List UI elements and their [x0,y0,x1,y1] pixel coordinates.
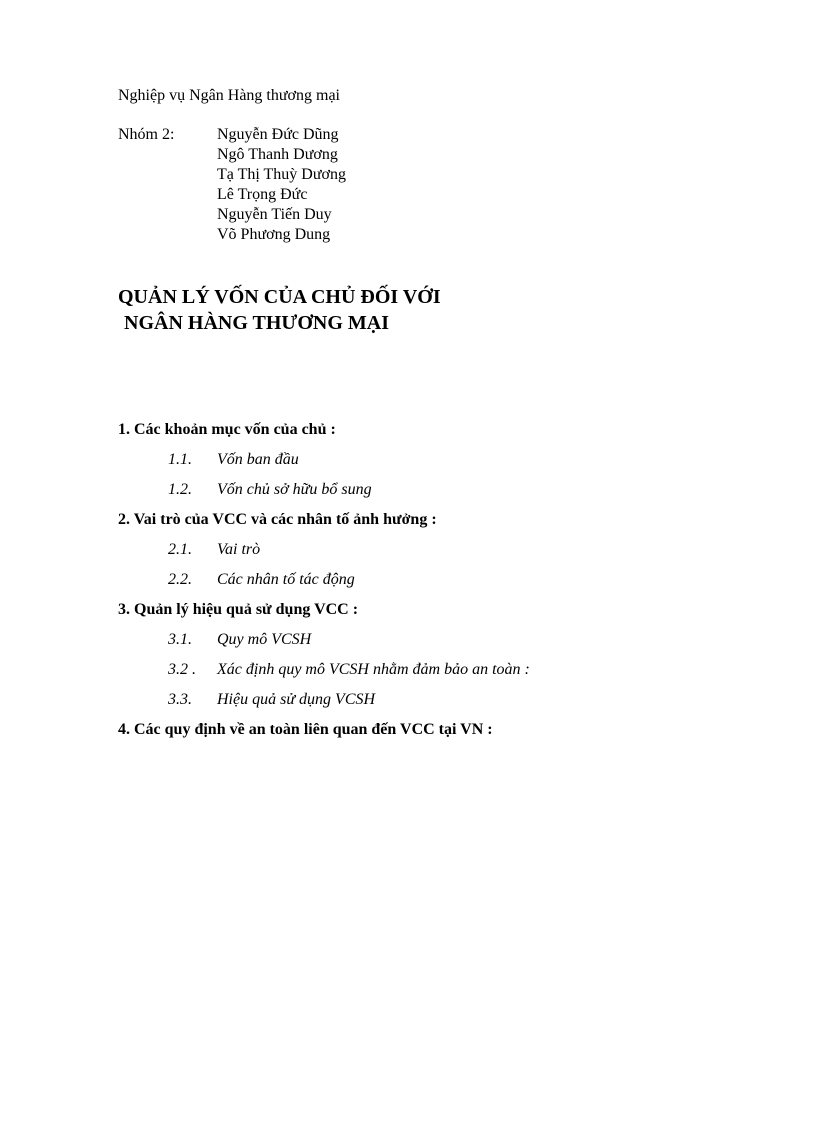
title-line-2: NGÂN HÀNG THƯƠNG MẠI [124,312,389,334]
table-of-contents [118,418,738,748]
member-name: Võ Phương Dung [217,226,331,243]
subsection-text: Vốn ban đầu [217,451,299,468]
member-name: Ngô Thanh Dương [217,146,338,163]
member-name: Lê Trọng Đức [217,186,308,203]
subsection-3-1 [118,628,738,658]
section-heading-1: 1. Các khoản mục vốn của chủ : [118,421,336,438]
subsection-text: Vốn chủ sở hữu bổ sung [217,481,372,498]
section-heading-2: 2. Vai trò của VCC và các nhân tố ảnh hưởng : [118,511,437,528]
title-line-1: QUẢN LÝ VỐN CỦA CHỦ ĐỐI VỚI [118,286,441,308]
member-list [217,125,346,245]
subsection-text: Xác định quy mô VCSH nhằm đảm bảo an toàn : [217,661,530,678]
subsection-2-2 [118,568,738,598]
subsection-text: Vai trò [217,541,261,558]
subsection-number: 2.1. [168,541,192,558]
group-label: Nhóm 2: [118,126,175,143]
subsection-3-2 [118,658,738,688]
member-name: Nguyễn Đức Dũng [217,126,339,143]
subsection-text: Quy mô VCSH [217,631,312,648]
subsection-number: 3.1. [168,631,192,648]
subsection-number: 1.2. [168,481,192,498]
subsection-1-2 [118,478,738,508]
course-name: Nghiệp vụ Ngân Hàng thương mại [118,87,340,104]
subsection-text: Các nhân tố tác động [217,571,355,588]
subsection-2-1 [118,538,738,568]
subsection-1-1 [118,448,738,478]
section-heading-3: 3. Quản lý hiệu quả sử dụng VCC : [118,601,359,618]
document-title [118,284,441,336]
section-heading-4: 4. Các quy định về an toàn liên quan đến VCC tại VN : [118,721,493,738]
subsection-text: Hiệu quả sử dụng VCSH [217,691,376,708]
subsection-number: 3.2 . [168,661,196,678]
subsection-number: 3.3. [168,691,192,708]
member-name: Tạ Thị Thuỳ Dương [217,166,346,183]
subsection-3-3 [118,688,738,718]
subsection-number: 1.1. [168,451,192,468]
member-name: Nguyễn Tiến Duy [217,206,332,223]
subsection-number: 2.2. [168,571,192,588]
